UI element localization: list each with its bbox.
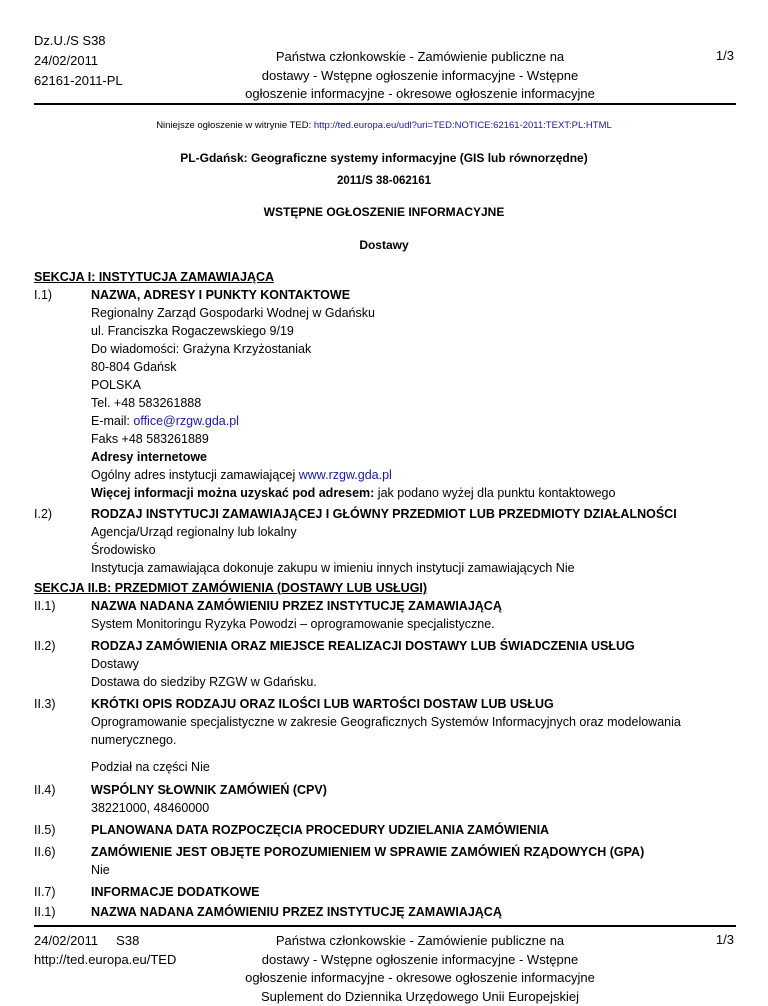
item-number: II.5) xyxy=(34,823,56,837)
notice-type: WSTĘPNE OGŁOSZENIE INFORMACYJNE xyxy=(0,205,768,219)
footer-date-row xyxy=(34,932,176,951)
org-country: POLSKA xyxy=(91,378,141,392)
additional-info-heading: INFORMACJE DODATKOWE xyxy=(91,885,260,899)
org-name: Regionalny Zarząd Gospodarki Wodnej w Gdańsku xyxy=(91,306,375,320)
contract-name-heading: NAZWA NADANA ZAMÓWIENIU PRZEZ INSTYTUCJĘ ZAMAWIAJĄCĄ xyxy=(91,905,502,919)
planned-date-heading: PLANOWANA DATA ROZPOCZĘCIA PROCEDURY UDZIELANIA ZAMÓWIENIA xyxy=(91,823,549,837)
contract-name-heading: NAZWA NADANA ZAMÓWIENIU PRZEZ INSTYTUCJĘ ZAMAWIAJĄCĄ xyxy=(91,599,502,613)
contact-heading: NAZWA, ADRESY I PUNKTY KONTAKTOWE xyxy=(91,288,350,302)
footer-title-line: ogłoszenie informacyjne - okresowe ogłoszenie informacyjne xyxy=(200,969,640,988)
lots-info: Podział na części Nie xyxy=(91,760,210,774)
header-divider xyxy=(34,103,736,105)
item-number: II.1) xyxy=(34,905,56,919)
gpa-heading: ZAMÓWIENIE JEST OBJĘTE POROZUMIENIEM W SPRAWIE ZAMÓWIEŃ RZĄDOWYCH (GPA) xyxy=(91,845,644,859)
internet-heading: Adresy internetowe xyxy=(91,450,207,464)
header-meta xyxy=(34,31,123,91)
footer-title-line: Suplement do Dziennika Urzędowego Unii Europejskiej xyxy=(200,988,640,1006)
header-date: 24/02/2011 xyxy=(34,51,123,71)
header-ref: Dz.U./S S38 xyxy=(34,31,123,51)
ted-notice-link[interactable]: http://ted.europa.eu/udl?uri=TED:NOTICE:62161-2011:TEXT:PL:HTML xyxy=(314,120,612,131)
footer-meta xyxy=(34,932,176,969)
footer-title-line: Państwa członkowskie - Zamówienie publiczne na xyxy=(200,932,640,951)
item-number: I.2) xyxy=(34,507,52,521)
footer-date: 24/02/2011 xyxy=(34,933,98,948)
header-page-number: 1/3 xyxy=(716,48,734,63)
org-postal: 80-804 Gdańsk xyxy=(91,360,176,374)
cpv-heading: WSPÓLNY SŁOWNIK ZAMÓWIEŃ (CPV) xyxy=(91,783,327,797)
header-title-line: ogłoszenie informacyjne - okresowe ogłoszenie informacyjne xyxy=(230,85,610,104)
header-title-line: Państwa członkowskie - Zamówienie publiczne na xyxy=(230,48,610,67)
item-number: II.4) xyxy=(34,783,56,797)
authority-type-heading: RODZAJ INSTYTUCJI ZAMAWIAJĄCEJ I GŁÓWNY PRZEDMIOT LUB PRZEDMIOTY DZIAŁALNOŚCI xyxy=(91,507,677,521)
item-number: II.2) xyxy=(34,639,56,653)
org-attention: Do wiadomości: Grażyna Krzyżostaniak xyxy=(91,342,311,356)
contract-name: System Monitoringu Ryzyka Powodzi – oprogramowanie specjalistyczne. xyxy=(91,617,495,631)
authority-type: Agencja/Urząd regionalny lub lokalny xyxy=(91,525,297,539)
contract-kind: Dostawy xyxy=(91,657,139,671)
footer-series: S38 xyxy=(116,933,139,948)
footer-url: http://ted.europa.eu/TED xyxy=(34,951,176,970)
footer-title xyxy=(200,932,640,1006)
item-number: II.1) xyxy=(34,599,56,613)
section-2-title: SEKCJA II.B: PRZEDMIOT ZAMÓWIENIA (DOSTAWY LUB USŁUGI) xyxy=(34,581,427,595)
contract-type: Dostawy xyxy=(0,238,768,252)
more-info-label: Więcej informacji można uzyskać pod adresem: xyxy=(91,486,374,500)
notice-number: 2011/S 38-062161 xyxy=(0,175,768,187)
ted-notice-label: Niniejsze ogłoszenie w witrynie TED: xyxy=(156,120,314,131)
general-address-link[interactable]: www.rzgw.gda.pl xyxy=(299,468,392,482)
contract-type-heading: RODZAJ ZAMÓWIENIA ORAZ MIEJSCE REALIZACJI DOSTAWY LUB ŚWIADCZENIA USŁUG xyxy=(91,639,635,653)
header-title xyxy=(230,48,610,104)
authority-behalf: Instytucja zamawiająca dokonuje zakupu w imieniu innych instytucji zamawiających Nie xyxy=(91,561,575,575)
general-address-label: Ogólny adres instytucji zamawiającej xyxy=(91,468,299,482)
item-number: II.7) xyxy=(34,885,56,899)
more-info-row xyxy=(91,486,615,500)
org-phone: Tel. +48 583261888 xyxy=(91,396,201,410)
description-line: Oprogramowanie specjalistyczne w zakresie Geograficznych Systemów Informacyjnych oraz modelowania xyxy=(91,715,681,729)
item-number: II.3) xyxy=(34,697,56,711)
footer-divider xyxy=(34,925,736,927)
authority-activity: Środowisko xyxy=(91,543,156,557)
item-number: II.6) xyxy=(34,845,56,859)
section-1-title: SEKCJA I: INSTYTUCJA ZAMAWIAJĄCA xyxy=(34,270,274,284)
header-id: 62161-2011-PL xyxy=(34,71,123,91)
general-address-row xyxy=(91,468,392,482)
description-heading: KRÓTKI OPIS RODZAJU ORAZ ILOŚCI LUB WARTOŚCI DOSTAW LUB USŁUG xyxy=(91,697,554,711)
email-link[interactable]: office@rzgw.gda.pl xyxy=(133,414,239,428)
delivery-place: Dostawa do siedziby RZGW w Gdańsku. xyxy=(91,675,317,689)
header-title-line: dostawy - Wstępne ogłoszenie informacyjne - Wstępne xyxy=(230,67,610,86)
footer-title-line: dostawy - Wstępne ogłoszenie informacyjne - Wstępne xyxy=(200,951,640,970)
ted-notice xyxy=(0,120,768,131)
gpa-value: Nie xyxy=(91,863,110,877)
item-number: I.1) xyxy=(34,288,52,302)
org-fax: Faks +48 583261889 xyxy=(91,432,209,446)
org-email-row xyxy=(91,414,239,428)
org-street: ul. Franciszka Rogaczewskiego 9/19 xyxy=(91,324,294,338)
cpv-codes: 38221000, 48460000 xyxy=(91,801,209,815)
description-line: numerycznego. xyxy=(91,733,176,747)
main-title: PL-Gdańsk: Geograficzne systemy informacyjne (GIS lub równorzędne) xyxy=(0,151,768,165)
email-label: E-mail: xyxy=(91,414,133,428)
footer-page-number: 1/3 xyxy=(716,932,734,947)
more-info-value: jak podano wyżej dla punktu kontaktowego xyxy=(374,486,615,500)
